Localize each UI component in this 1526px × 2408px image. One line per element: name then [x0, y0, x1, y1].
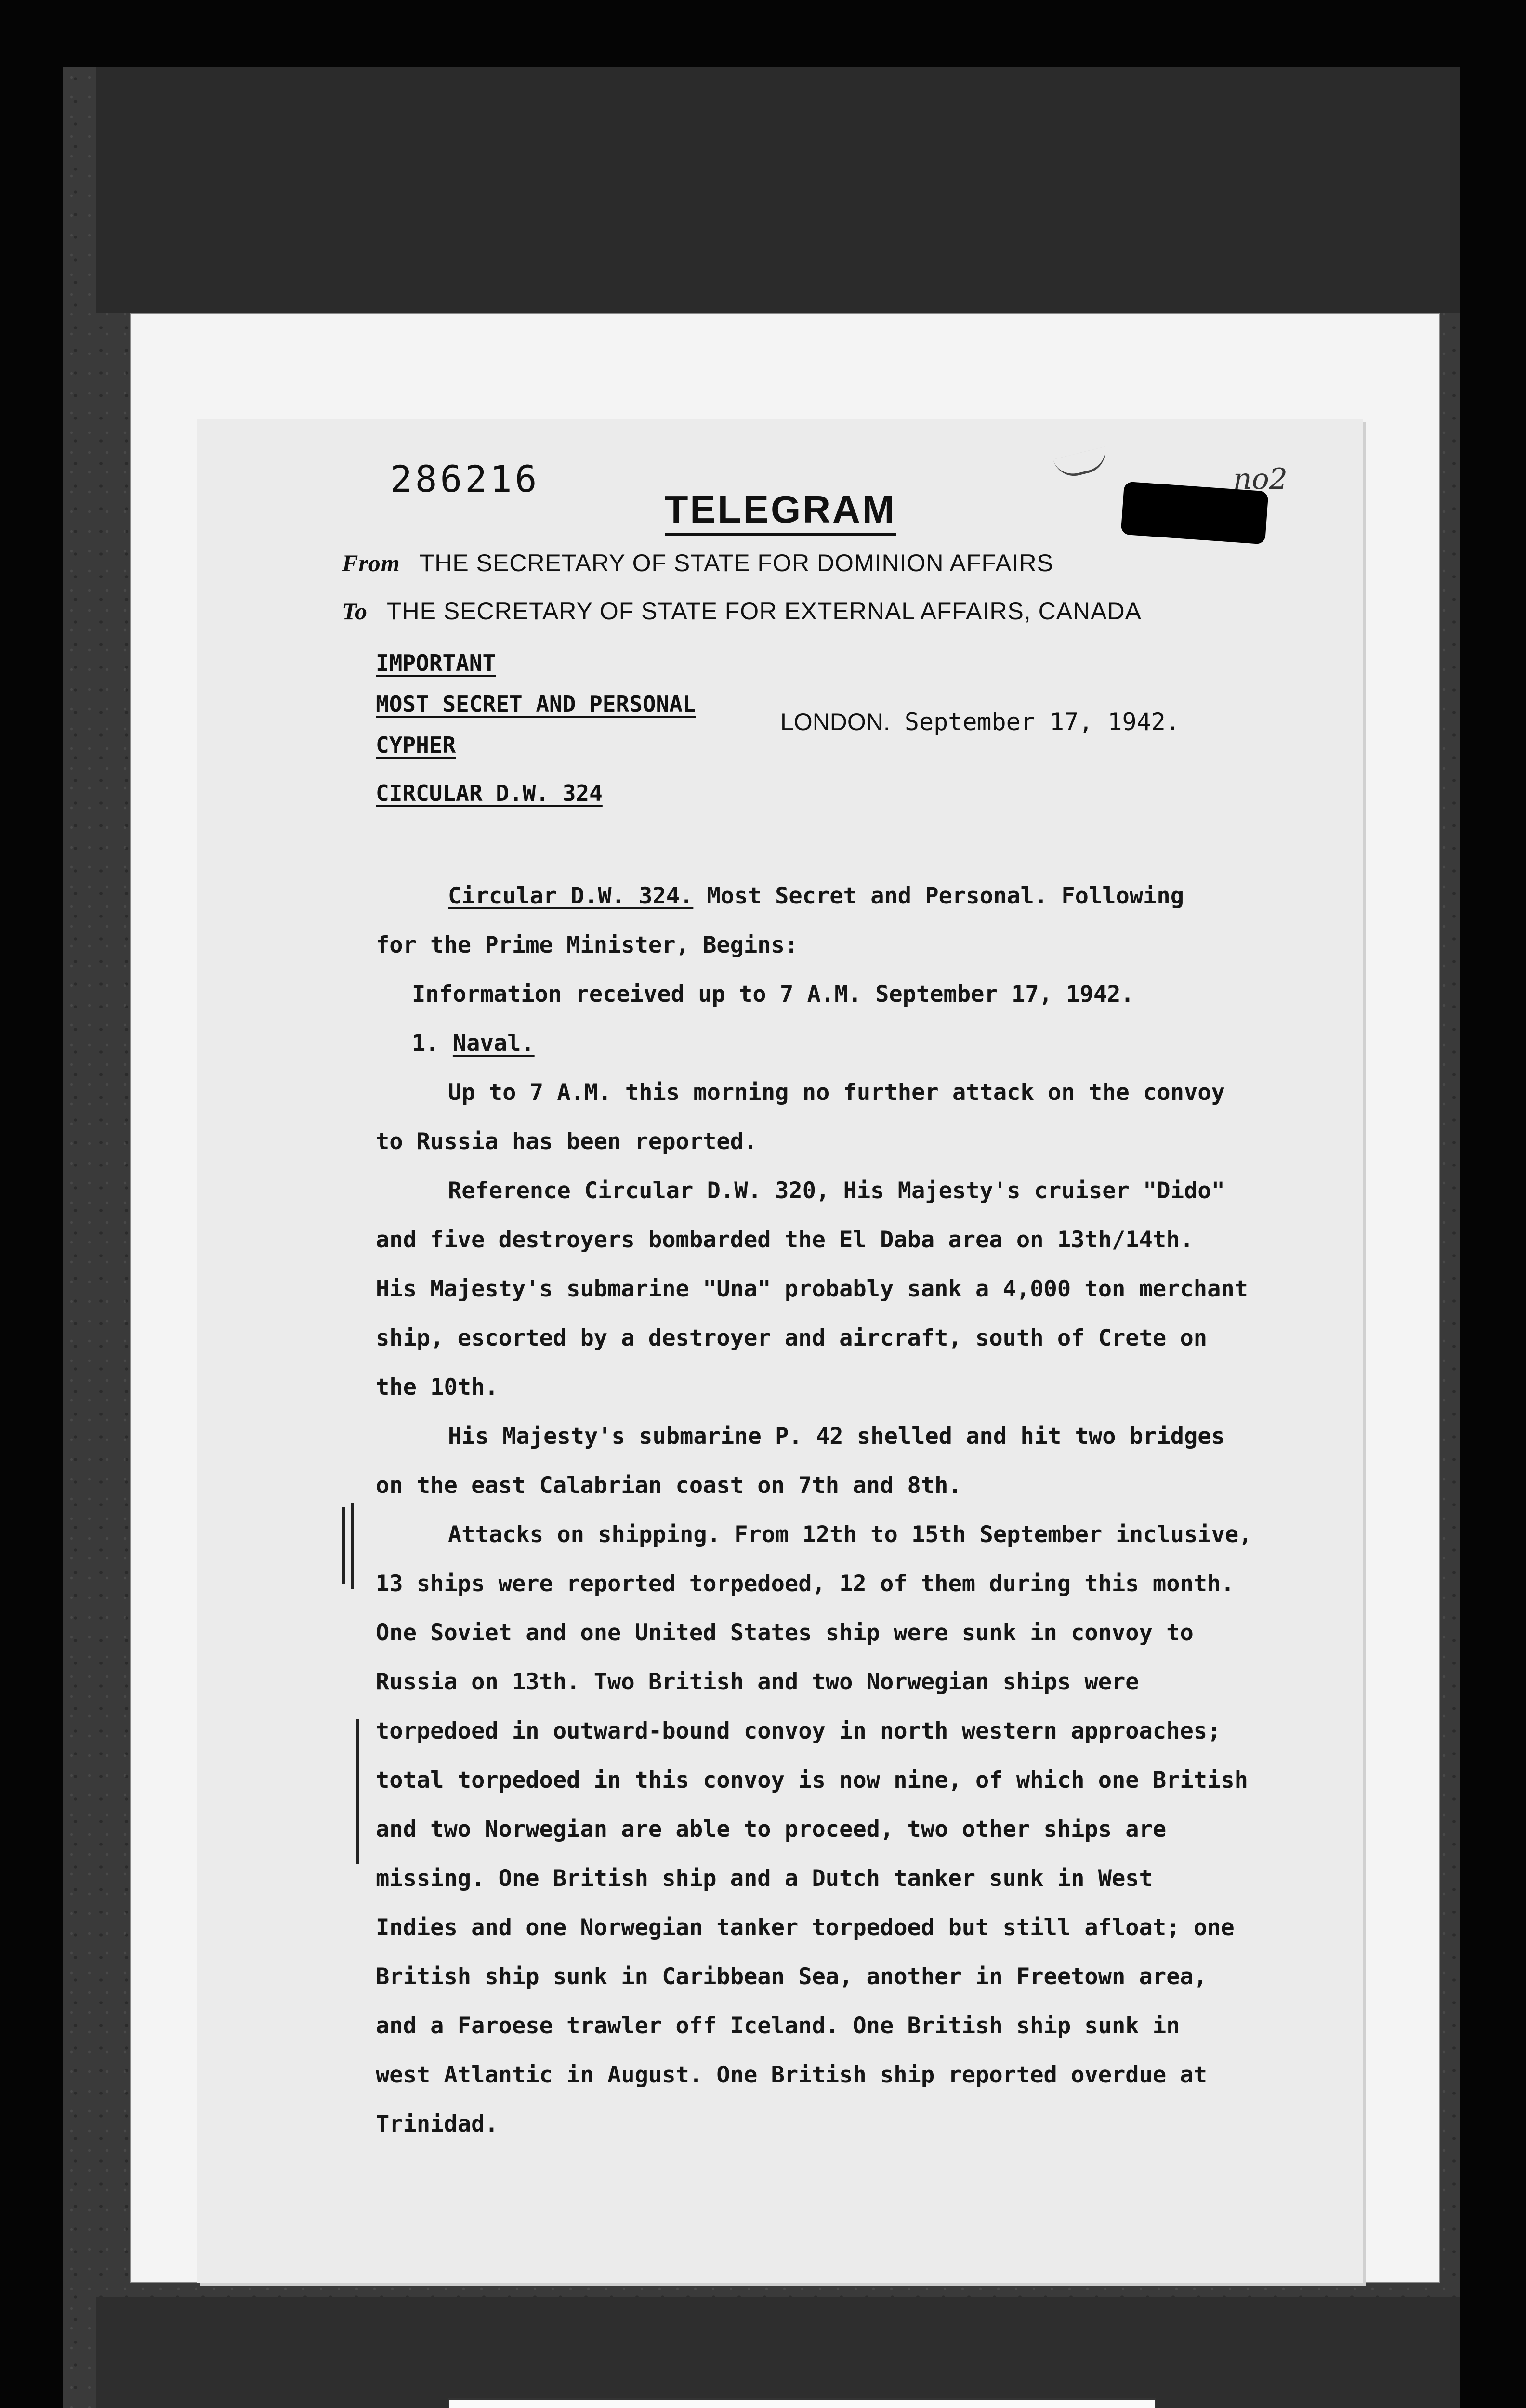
body-line: Circular D.W. 324. Most Secret and Personal. Following	[448, 883, 1184, 909]
body-line: Up to 7 A.M. this morning no further attack on the convoy	[448, 1079, 1225, 1106]
dateline-date: September 17, 1942.	[904, 708, 1180, 736]
body-line: total torpedoed in this convoy is now nine, of which one British	[376, 1767, 1248, 1793]
body-line: torpedoed in outward-bound convoy in north western approaches;	[376, 1718, 1221, 1744]
dateline-place: LONDON.	[780, 708, 890, 735]
body-line: His Majesty's submarine P. 42 shelled and hit two bridges	[448, 1423, 1225, 1450]
body-line: to Russia has been reported.	[376, 1128, 758, 1155]
section-title: Naval.	[452, 1030, 535, 1057]
telegram-page	[197, 419, 1363, 2283]
body-line: Attacks on shipping. From 12th to 15th September inclusive,	[448, 1521, 1252, 1548]
from-text: THE SECRETARY OF STATE FOR DOMINION AFFAIRS	[419, 550, 1053, 576]
to-line	[342, 597, 1142, 625]
circular-reference-flag: CIRCULAR D.W. 324	[376, 780, 603, 806]
to-text: THE SECRETARY OF STATE FOR EXTERNAL AFFAIRS, CANADA	[386, 598, 1142, 625]
scan-frame-bottom	[96, 2297, 1460, 2408]
body-line: the 10th.	[376, 1374, 499, 1400]
section-heading-line: 1. Naval.	[412, 1030, 535, 1057]
body-line: on the east Calabrian coast on 7th and 8th.	[376, 1472, 962, 1499]
margin-line-mark	[356, 1719, 359, 1864]
telegram-heading: TELEGRAM	[665, 486, 896, 536]
from-line	[342, 549, 1053, 577]
body-line: British ship sunk in Caribbean Sea, another in Freetown area,	[376, 1963, 1208, 1990]
scan-frame-top	[96, 67, 1460, 313]
body-line: Information received up to 7 A.M. September 17, 1942.	[412, 981, 1134, 1008]
check-mark-icon	[1053, 446, 1110, 480]
transmission-flag: CYPHER	[376, 732, 456, 758]
body-line: and two Norwegian are able to proceed, two other ships are	[376, 1816, 1167, 1843]
body-line: Trinidad.	[376, 2111, 499, 2137]
body-line: Reference Circular D.W. 320, His Majesty's cruiser "Dido"	[448, 1178, 1225, 1204]
body-line: and a Faroese trawler off Iceland. One British ship sunk in	[376, 2013, 1180, 2039]
handwritten-annotation: no2	[1233, 462, 1288, 496]
priority-flag: IMPORTANT	[376, 650, 496, 676]
body-line: His Majesty's submarine "Una" probably sank a 4,000 ton merchant	[376, 1276, 1248, 1302]
dateline	[780, 708, 1180, 736]
from-label: From	[342, 550, 400, 576]
body-line: for the Prime Minister, Begins:	[376, 932, 799, 958]
circular-reference: Circular D.W. 324.	[448, 883, 694, 909]
body-line: and five destroyers bombarded the El Daba area on 13th/14th.	[376, 1227, 1194, 1253]
to-label: To	[342, 598, 368, 625]
body-line: ship, escorted by a destroyer and aircraft, south of Crete on	[376, 1325, 1208, 1351]
body-line: west Atlantic in August. One British ship reported overdue at	[376, 2062, 1208, 2088]
body-line: 13 ships were reported torpedoed, 12 of them during this month.	[376, 1570, 1235, 1597]
margin-line-mark	[351, 1503, 354, 1589]
citation-label	[448, 2398, 1156, 2408]
document-number: 286216	[390, 458, 540, 500]
classification-flag: MOST SECRET AND PERSONAL	[376, 691, 696, 717]
body-line: Indies and one Norwegian tanker torpedoed but still afloat; one	[376, 1914, 1235, 1941]
margin-line-mark	[342, 1507, 345, 1584]
body-line: One Soviet and one United States ship were sunk in convoy to	[376, 1620, 1194, 1646]
telegram-body	[376, 872, 1315, 2149]
body-line: missing. One British ship and a Dutch tanker sunk in West	[376, 1865, 1153, 1892]
body-line: Russia on 13th. Two British and two Norwegian ships were	[376, 1669, 1139, 1695]
